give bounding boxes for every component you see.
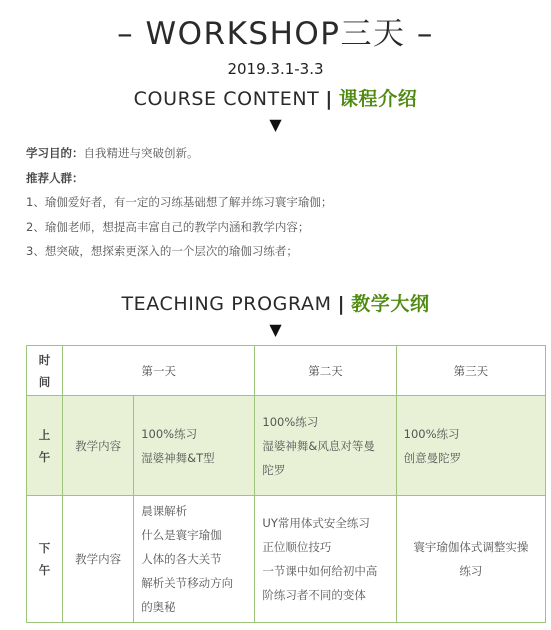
cell-line: 的奥秘 bbox=[141, 600, 176, 614]
cell-line: 创意曼陀罗 bbox=[403, 450, 462, 465]
teaching-program-heading bbox=[0, 289, 551, 316]
page-title: – WORKSHOP三天 – bbox=[117, 16, 434, 52]
cell-line: 晨课解析 bbox=[141, 504, 188, 518]
program-table bbox=[26, 345, 546, 623]
course-heading-cn: 课程介绍 bbox=[338, 88, 418, 110]
cell-line: 什么是寰宇瑜伽 bbox=[141, 528, 222, 542]
cell-line: 阶练习者不同的变体 bbox=[262, 588, 366, 602]
course-content-heading bbox=[0, 84, 551, 111]
afternoon-day2-cell bbox=[255, 496, 396, 623]
cell-line: 正位顺位技巧 bbox=[262, 540, 332, 554]
time-header-char: 时 bbox=[38, 352, 51, 367]
morning-day3-cell bbox=[396, 396, 545, 496]
teaching-arrow-down-icon: ▼ bbox=[269, 320, 282, 339]
audience-item: 3、想突破，想探索更深入的一个层次的瑜伽习练者； bbox=[26, 244, 298, 258]
audience-item: 1、瑜伽爱好者，有一定的习练基础想了解并练习寰宇瑜伽； bbox=[26, 195, 333, 209]
audience-label: 推荐人群： bbox=[26, 170, 84, 185]
workshop-dates: 2019.3.1-3.3 bbox=[227, 60, 324, 78]
audience-item: 2、瑜伽老师，想提高丰富自己的教学内涵和教学内容； bbox=[26, 219, 310, 234]
cell-line: 练习 bbox=[459, 564, 483, 578]
cell-line: 100%练习 bbox=[141, 426, 198, 441]
day3-header: 第三天 bbox=[396, 346, 545, 396]
morning-label-char: 午 bbox=[38, 449, 51, 464]
afternoon-day3-cell bbox=[396, 496, 545, 623]
goal-text: 自我精进与突破创新。 bbox=[83, 146, 199, 160]
morning-label-char: 上 bbox=[38, 427, 51, 442]
cell-line: 一节课中如何给初中高 bbox=[262, 564, 378, 578]
course-intro bbox=[26, 143, 536, 266]
table-row-afternoon bbox=[27, 496, 546, 623]
cell-line: 湿婆神舞&T型 bbox=[141, 450, 215, 465]
goal-label: 学习目的： bbox=[26, 146, 84, 160]
teaching-heading-separator: | bbox=[337, 293, 346, 315]
time-header-cell bbox=[27, 346, 63, 396]
course-heading-en: COURSE CONTENT bbox=[133, 88, 320, 110]
time-header-char: 间 bbox=[38, 374, 51, 389]
table-header-row bbox=[27, 346, 546, 396]
morning-day2-cell bbox=[255, 396, 396, 496]
cell-line: 人体的各大关节 bbox=[141, 552, 222, 566]
cell-line: 湿婆神舞&风息对等曼 bbox=[262, 438, 375, 453]
cell-line: 100%练习 bbox=[262, 414, 319, 429]
afternoon-day1-cell bbox=[134, 496, 255, 623]
cell-line: 100%练习 bbox=[403, 426, 460, 441]
teaching-heading-en: TEACHING PROGRAM bbox=[121, 293, 332, 315]
cell-line: 解析关节移动方向 bbox=[141, 576, 234, 590]
goal-line bbox=[26, 143, 536, 168]
course-arrow-down-icon: ▼ bbox=[269, 115, 282, 134]
morning-day1-cell bbox=[134, 396, 255, 496]
cell-line: 陀罗 bbox=[262, 462, 286, 477]
teaching-heading-cn: 教学大纲 bbox=[351, 293, 430, 315]
afternoon-type-cell: 教学内容 bbox=[63, 496, 134, 623]
table-row-morning bbox=[27, 396, 546, 496]
course-heading-separator: | bbox=[325, 88, 333, 110]
afternoon-label-char: 下 bbox=[38, 541, 51, 555]
audience-line bbox=[26, 168, 536, 193]
day2-header: 第二天 bbox=[255, 346, 396, 396]
morning-label-cell bbox=[27, 396, 63, 496]
day1-header: 第一天 bbox=[63, 346, 255, 396]
afternoon-label-char: 午 bbox=[38, 563, 51, 577]
afternoon-label-cell bbox=[27, 496, 63, 623]
morning-type-cell: 教学内容 bbox=[63, 396, 134, 496]
cell-line: 寰宇瑜伽体式调整实操 bbox=[413, 540, 529, 554]
cell-line: UY常用体式安全练习 bbox=[262, 516, 370, 530]
